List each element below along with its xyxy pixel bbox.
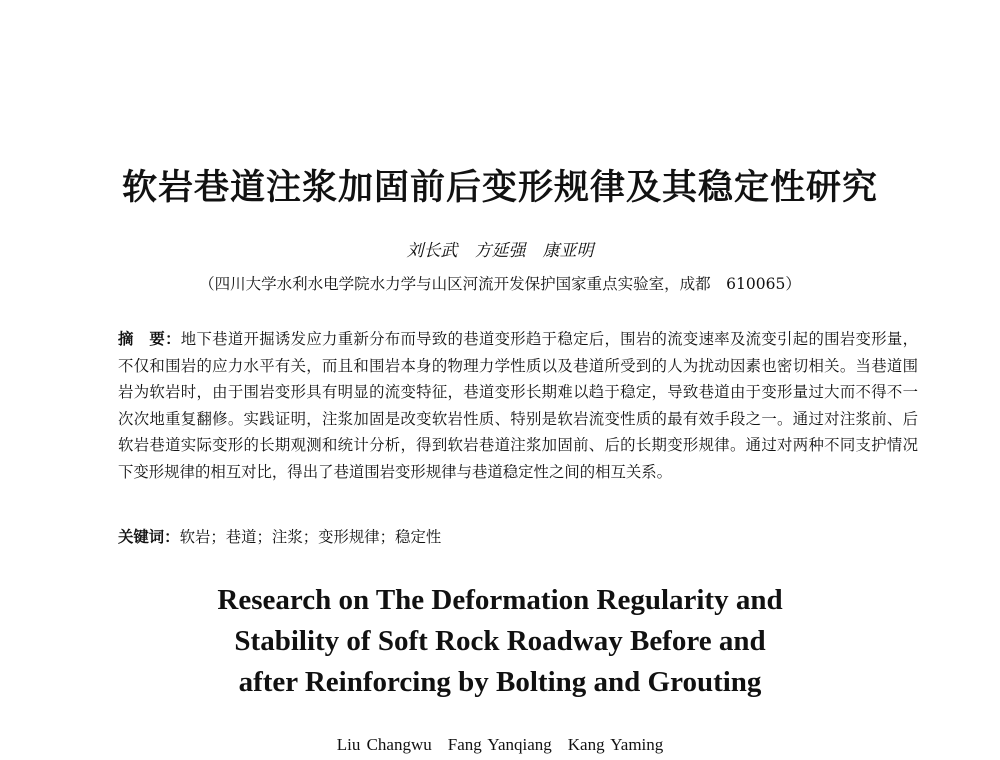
chinese-title: 软岩巷道注浆加固前后变形规律及其稳定性研究 <box>121 167 878 208</box>
keywords-text: 软岩；巷道；注浆；变形规律；稳定性 <box>179 528 442 546</box>
english-author-1: Liu Changwu <box>336 735 432 754</box>
english-title-line-2: Stability of Soft Rock Roadway Before and <box>234 625 766 657</box>
chinese-keywords <box>118 524 918 550</box>
abstract-label: 摘 要： <box>118 330 181 348</box>
keywords-label: 关键词： <box>118 528 180 546</box>
chinese-abstract <box>118 326 918 485</box>
english-title-line-3: after Reinforcing by Bolting and Grouting <box>238 666 762 698</box>
abstract-text: 地下巷道开掘诱发应力重新分布而导致的巷道变形趋于稳定后，围岩的流变速率及流变引起的围岩变形量，不仅和围岩的应力水平有关，而且和围岩本身的物理力学性质以及巷道所受到的人为扰动因素也密切相关。当巷道围岩为软岩时，由于围岩变形具有明显的流变特征，巷道变形长期难以趋于稳定，导致巷道由于变形量过大而不得不一次次地重复翻修。实践证明，注浆加固是改变软岩性质、特别是软岩流变性质的最有效手段之一。通过对注浆前、后软岩巷道实际变形的长期观测和统计分析，得到软岩巷道注浆加固前、后的长期变形规律。通过对两种不同支护情况下变形规律的相互对比，得出了巷道围岩变形规律与巷道稳定性之间的相互关系。 <box>118 330 918 481</box>
chinese-affiliation: （四川大学水利水电学院水力学与山区河流开发保护国家重点实验室，成都 610065） <box>199 275 801 293</box>
english-title-line-1: Research on The Deformation Regularity and <box>217 584 783 616</box>
english-authors <box>0 735 1000 755</box>
english-author-3: Kang Yaming <box>567 735 664 754</box>
chinese-authors: 刘长武 方延强 康亚明 <box>406 241 594 261</box>
english-title <box>0 580 1000 703</box>
english-author-2: Fang Yanqiang <box>447 735 552 754</box>
